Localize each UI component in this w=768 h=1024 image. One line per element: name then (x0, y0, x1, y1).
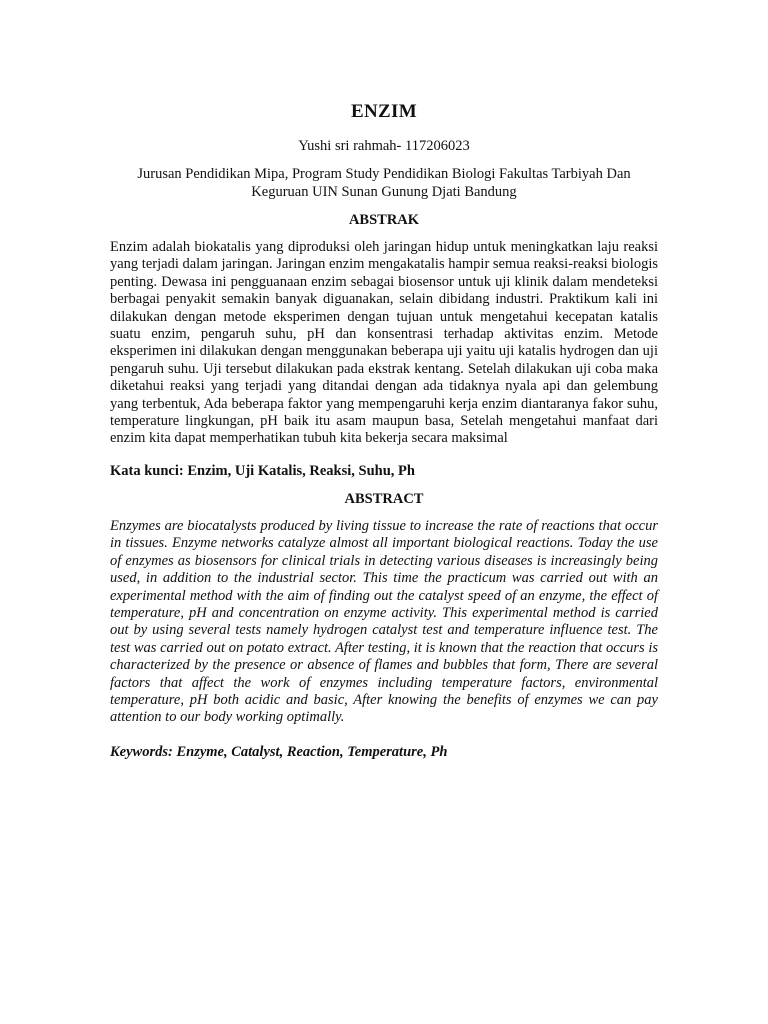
author-line: Yushi sri rahmah- 117206023 (298, 138, 470, 154)
kata-kunci-line: Kata kunci: Enzim, Uji Katalis, Reaksi, Suhu, Ph (110, 462, 415, 479)
abstrak-heading: ABSTRAK (348, 212, 420, 228)
paper-title: ENZIM (351, 101, 417, 122)
paper-content (110, 100, 658, 761)
abstract-heading: ABSTRACT (344, 490, 424, 507)
abstrak-paragraph: Enzim adalah biokatalis yang diproduksi oleh jaringan hidup untuk meningkatkan laju reaksi yang terjadi dalam jaringan. Jaringan enzim mengakatalis hampir semua reaksi-reaksi biologis penting. Dewasa ini pengguanaan enzim sebagai biosensor untuk uji klinik dalam mendeteksi berbagai penyakit semakin banyak diguanakan, selain dibidang industri. Praktikum kali ini dilakukan dengan metode eksperimen dengan tujuan untuk mengetahui kecepatan katalis suatu enzim, pengaruh suhu, pH dan konsentrasi terhadap aktivitas enzim. Metode eksperimen ini dilakukan dengan menggunakan beberapa uji yaitu uji katalis hydrogen dan uji pengaruh suhu. Uji tersebut dilakukan pada ekstrak kentang. Setelah dilakukan uji coba maka diketahui reaksi yang terjadi yang ditandai dengan ada tidaknya nyala api dan gelembung yang terbentuk, Ada beberapa faktor yang mempengaruhi kerja enzim diantaranya fakor suhu, temperature lingkungan, pH baik itu asam maupun basa, Setelah mengetahui manfaat dari enzim kita dapat memperhatikan tubuh kita bekerja secara maksimal (110, 239, 658, 447)
abstract-paragraph: Enzymes are biocatalysts produced by living tissue to increase the rate of reactions that occur in tissues. Enzyme networks catalyze almost all important biological reactions. Today the use of enzymes as biosensors for clinical trials in detecting various diseases is increasingly being used, in addition to the industrial sector. This time the practicum was carried out with an experimental method with the aim of finding out the catalyst speed of an enzyme, the effect of temperature, pH and concentration on enzyme activity. This experimental method is carried out by using several tests namely hydrogen catalyst test and temperature influence test. The test was carried out on potato extract. After testing, it is known that the reaction that occurs is characterized by the presence or absence of flames and bubbles that form, There are several factors that affect the work of enzymes including temperature factors, environmental temperature, pH both acidic and basic, After knowing the benefits of enzymes we can pay attention to our body working optimally. (110, 517, 658, 726)
keywords-line: Keywords: Enzyme, Catalyst, Reaction, Temperature, Ph (110, 743, 448, 760)
affiliation-line: Jurusan Pendidikan Mipa, Program Study Pendidikan Biologi Fakultas Tarbiyah Dan Keguruan UIN Sunan Gunung Djati Bandung (137, 166, 631, 200)
